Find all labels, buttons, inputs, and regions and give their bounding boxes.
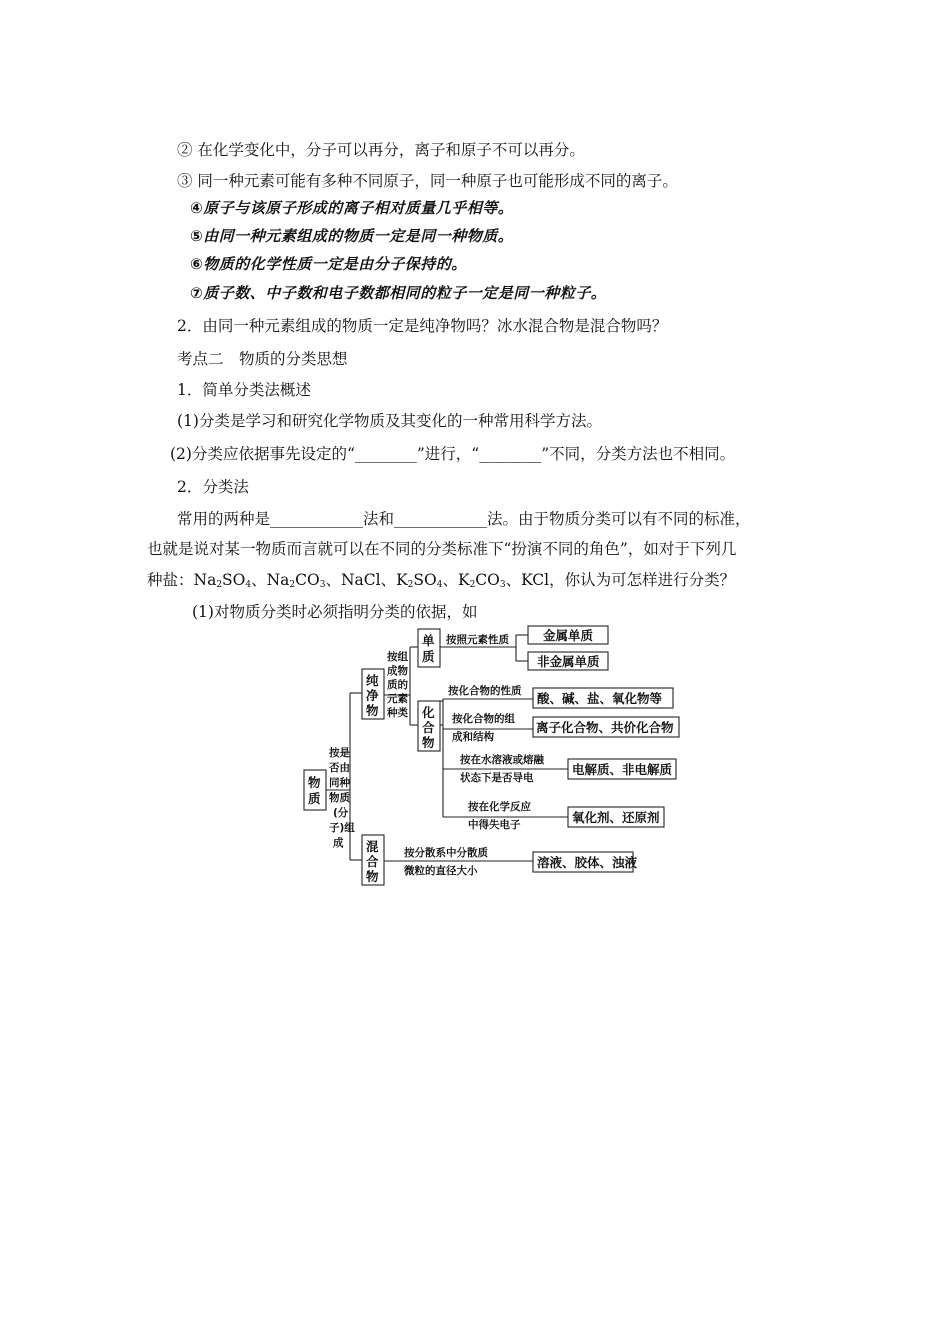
paragraph-line-2: 也就是说对某一物质而言就可以在不同的分类标准下“扮演不同的角色”，如对于下列几: [147, 540, 737, 558]
root-char-2: 质: [308, 791, 321, 806]
mixture-char-3: 物: [366, 869, 379, 884]
handwritten-line-6: ⑥物质的化学性质一定是由分子保持的。: [190, 255, 467, 273]
pure-criterion-1: 按组: [387, 651, 408, 663]
pure-criterion-5: 种类: [387, 707, 408, 719]
mixture-char-1: 混: [366, 839, 379, 854]
root-criterion-6: 子)组: [329, 822, 355, 834]
root-criterion-7: 成: [333, 837, 344, 849]
element-char-1: 单: [422, 633, 435, 648]
compound-result-3: 电解质、非电解质: [572, 762, 673, 777]
mixture-result: 溶液、胶体、浊液: [537, 855, 638, 870]
mixture-criterion-b: 微粒的直径大小: [404, 865, 478, 877]
handwritten-line-5: ⑤由同一种元素组成的物质一定是同一种物质。: [190, 227, 514, 245]
section-heading: 考点二 物质的分类思想: [177, 350, 348, 368]
mixture-criterion-a: 按分散系中分散质: [404, 847, 488, 859]
compound-char-1: 化: [422, 705, 435, 720]
handwritten-line-7: ⑦质子数、中子数和电子数都相同的粒子一定是同一种粒子。: [190, 284, 607, 302]
compound-criterion-4a: 按在化学反应: [468, 801, 531, 813]
root-char-1: 物: [308, 775, 321, 790]
compound-criterion-2b: 成和结构: [452, 731, 494, 743]
pure-char-2: 净: [366, 688, 379, 703]
text-line-2: ② 在化学变化中，分子可以再分，离子和原子不可以再分。: [177, 141, 585, 159]
root-criterion-2: 否由: [329, 762, 350, 774]
compound-criterion-2a: 按化合物的组: [452, 713, 515, 725]
compound-char-2: 合: [422, 720, 435, 735]
pure-char-1: 纯: [366, 673, 379, 688]
compound-criterion-3b: 状态下是否导电: [460, 772, 534, 784]
classification-diagram: [300, 625, 700, 895]
mixture-char-2: 合: [366, 854, 379, 869]
root-criterion-3: 同种: [329, 777, 350, 789]
pure-criterion-4: 元素: [387, 693, 408, 705]
element-criterion: 按照元素性质: [446, 634, 509, 646]
paragraph-line-3: 种盐：$Na_2SO_4$、$Na_2CO_3$、NaCl、$K_2SO_4$、$K_2CO_3$、KCl，你认为可怎样进行分类？: [147, 571, 736, 590]
text-item-classification-basis: (1)对物质分类时必须指明分类的依据，如: [192, 603, 478, 621]
text-line-3: ③ 同一种元素可能有多种不同原子，同一种原子也可能形成不同的离子。: [177, 172, 678, 190]
pure-char-3: 物: [366, 703, 379, 718]
compound-char-3: 物: [422, 735, 435, 750]
root-criterion-4: 物质: [329, 792, 350, 804]
metal-element: 金属单质: [543, 628, 594, 643]
root-criterion-5: (分: [333, 807, 349, 819]
compound-result-1: 酸、碱、盐、氧化物等: [537, 691, 663, 706]
compound-criterion-3a: 按在水溶液或熔融: [460, 754, 544, 766]
question-2: 2．由同一种元素组成的物质一定是纯净物吗？冰水混合物是混合物吗？: [177, 317, 668, 335]
paragraph-line-1: 常用的两种是____________法和____________法。由于物质分类可以有不同的标准，: [177, 510, 751, 528]
compound-result-4: 氧化剂、还原剂: [572, 810, 660, 825]
handwritten-line-4: ④原子与该原子形成的离子相对质量几乎相等。: [190, 199, 514, 217]
text-item-1: (1)分类是学习和研究化学物质及其变化的一种常用科学方法。: [177, 412, 602, 430]
pure-criterion-3: 质的: [387, 679, 408, 691]
compound-criterion-1: 按化合物的性质: [448, 685, 522, 697]
text-item-2: (2)分类应依据事先设定的“________”进行，“________”不同，分类方法也不相同。: [170, 445, 736, 463]
nonmetal-element: 非金属单质: [537, 654, 600, 669]
compound-result-2: 离子化合物、共价化合物: [536, 720, 674, 735]
compound-criterion-4b: 中得失电子: [468, 819, 521, 831]
subheading-2: 2．分类法: [177, 478, 249, 496]
element-char-2: 质: [422, 649, 435, 664]
subheading-1: 1．简单分类法概述: [177, 381, 311, 399]
root-criterion-1: 按是: [329, 747, 350, 759]
pure-criterion-2: 成物: [387, 665, 408, 677]
